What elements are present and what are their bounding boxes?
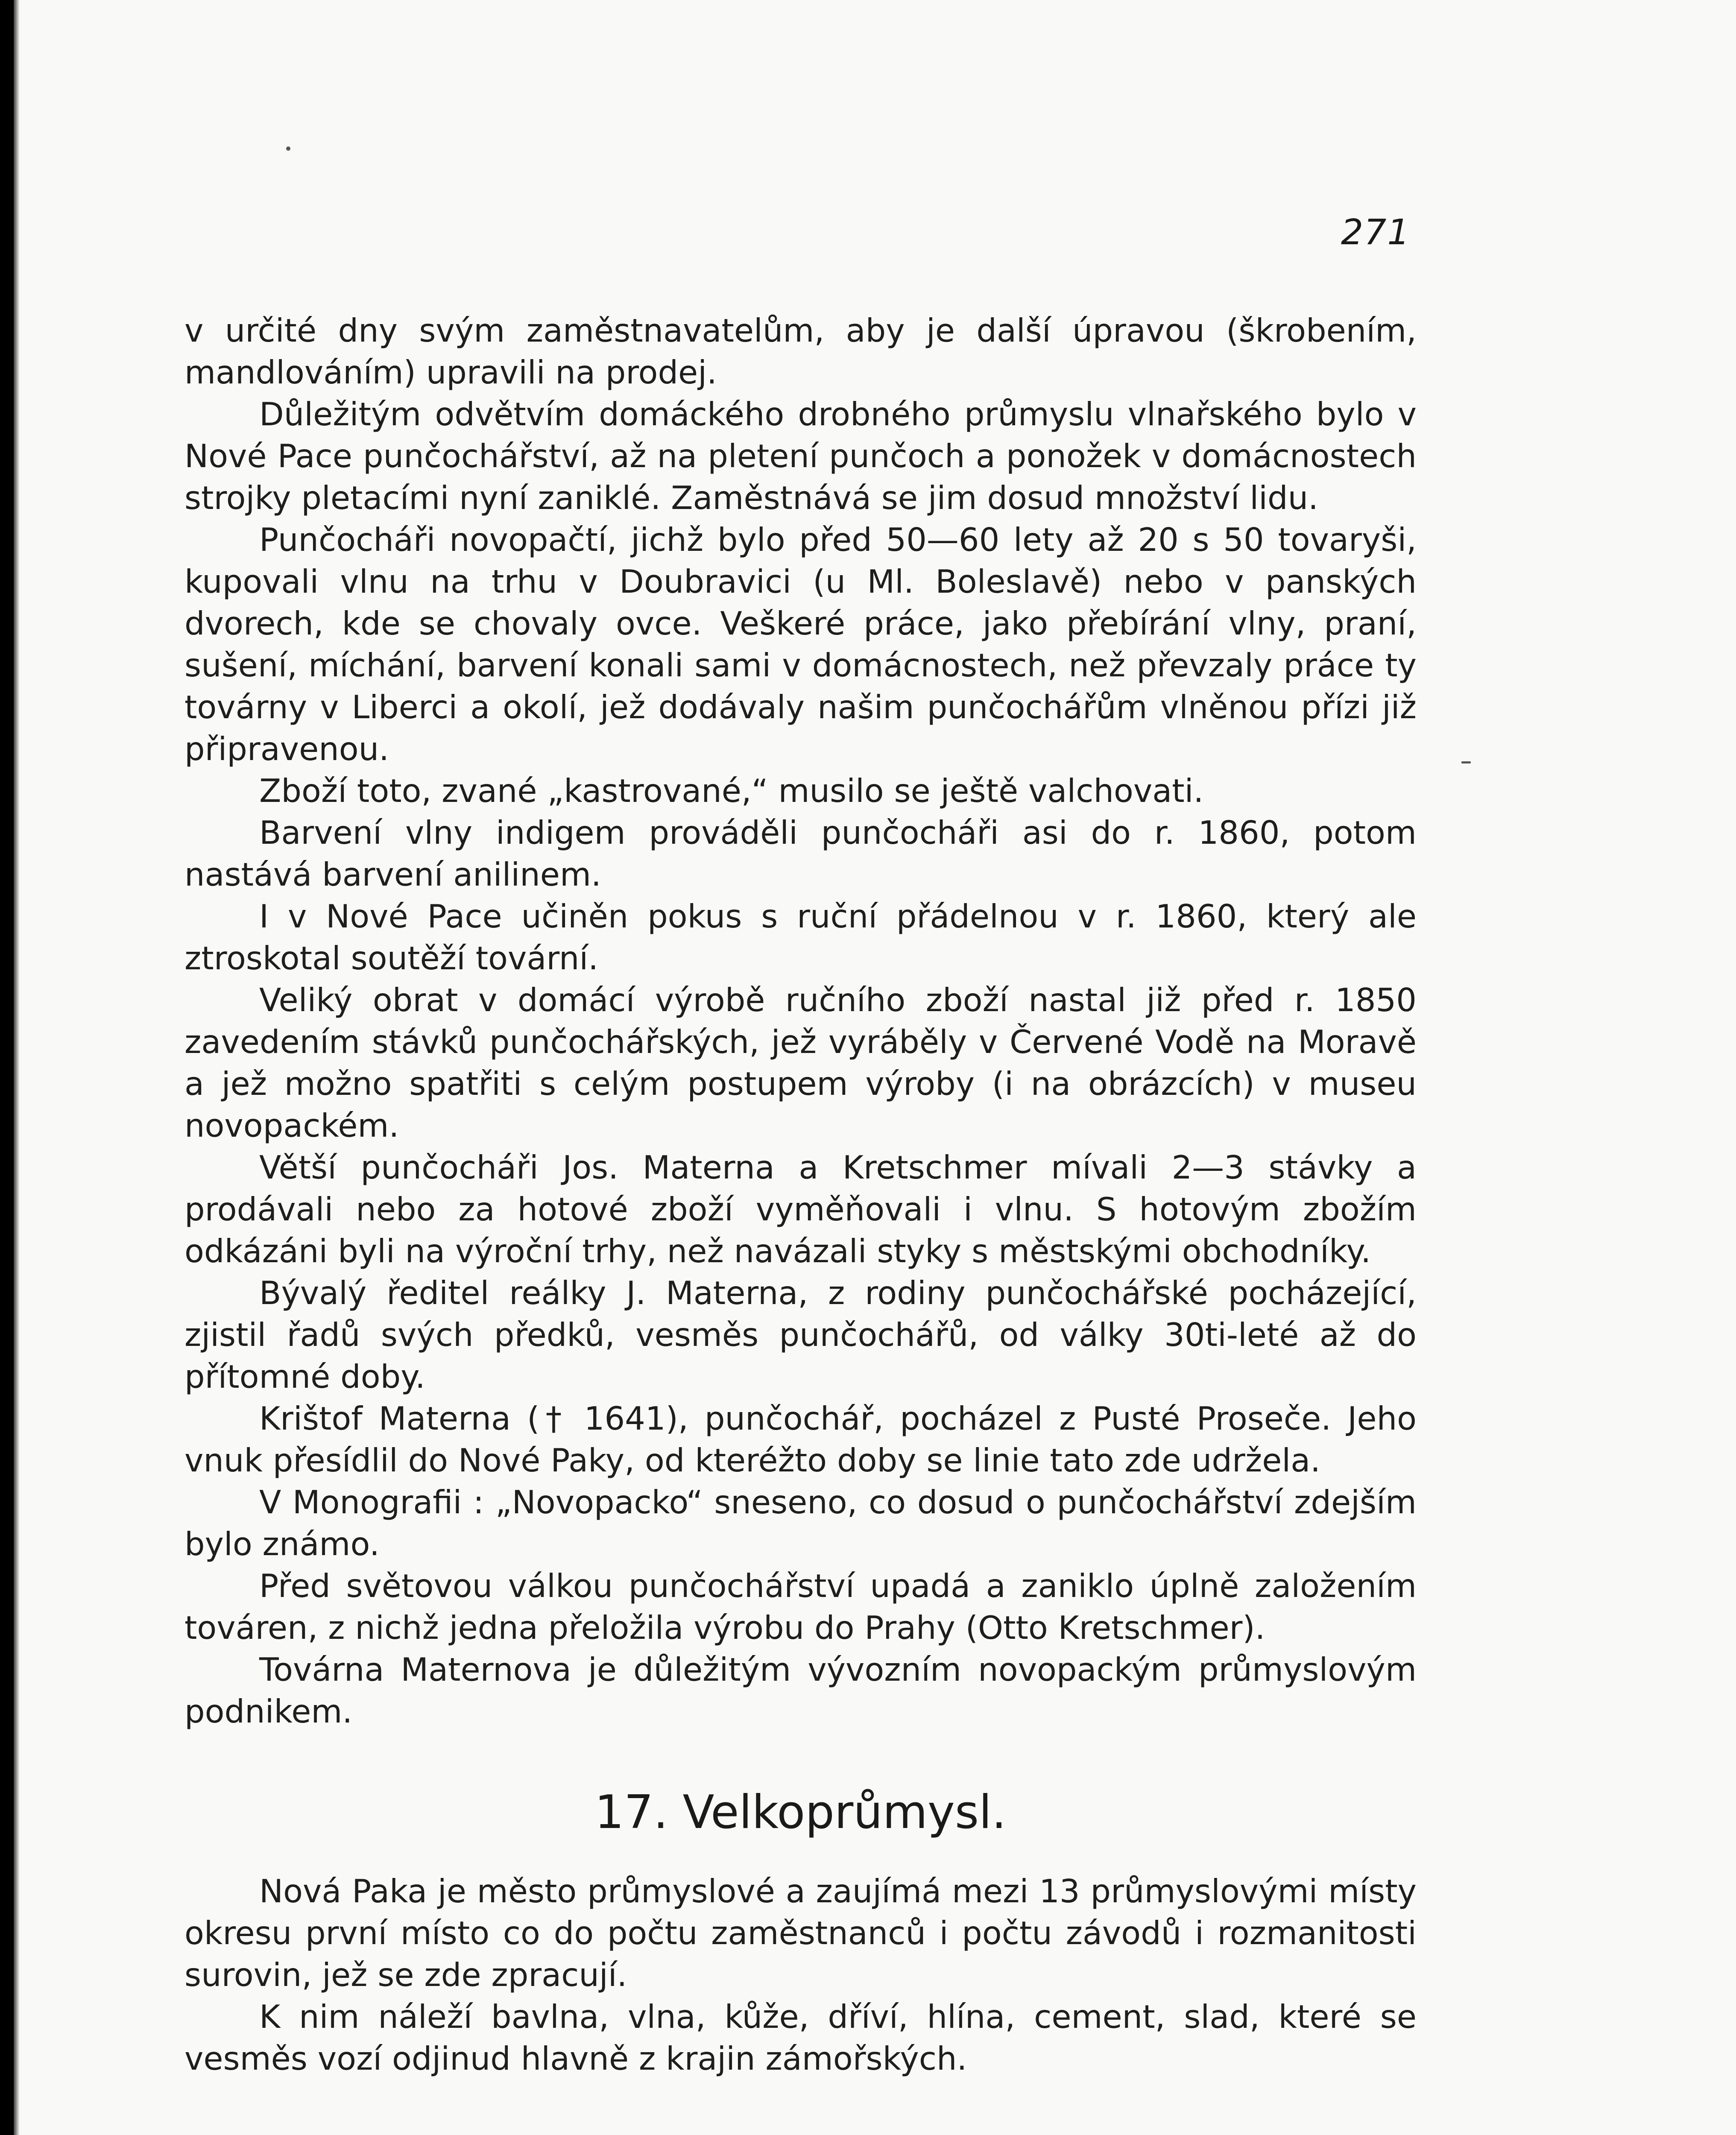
scan-speck (1461, 761, 1471, 763)
paragraph: Barvení vlny indigem prováděli punčocháři asi do r. 1860, potom nastává barvení anilinem. (184, 814, 1417, 893)
paragraph: Továrna Maternova je důležitým vývozním novopackým průmyslovým podnikem. (184, 1651, 1417, 1730)
paragraph: Před světovou válkou punčochářství upadá a zaniklo úplně založením továren, z nichž jedna přeložila výrobu do Prahy (Otto Kretschmer). (184, 1567, 1417, 1647)
paragraph: Větší punčocháři Jos. Materna a Kretschmer mívali 2—3 stávky a prodávali nebo za hotové zboží vyměňovali i vlnu. S hotovým zbožím odkázáni byli na výroční trhy, než navázali styky s městskými obchodníky. (184, 1149, 1417, 1270)
paragraph: I v Nové Pace učiněn pokus s ruční přádelnou v r. 1860, který ale ztroskotal soutěží tovární. (184, 898, 1417, 977)
book-page (14, 0, 1736, 2135)
paragraph: Bývalý ředitel reálky J. Materna, z rodiny punčochářské pocházející, zjistil řadů svých předků, vesměs punčochářů, od války 30ti-leté až do přítomné doby. (184, 1274, 1417, 1395)
page-number: 271 (1341, 212, 1411, 253)
body-text (184, 310, 1417, 1732)
paragraph: Punčocháři novopačtí, jichž bylo před 50—60 lety až 20 s 50 tovaryši, kupovali vlnu na trhu v Doubravici (u Ml. Boleslavě) nebo v panských dvorech, kde se chovaly ovce. Veškeré práce, jako přebírání vlny, praní, sušení, míchání, barvení konali sami v domácnostech, než převzaly práce ty továrny v Liberci a okolí, jež dodávaly našim punčochářům vlněnou přízi již připravenou. (184, 521, 1417, 768)
section-heading: 17. Velkoprůmysl. (594, 1786, 1007, 1839)
section-body-text (184, 1870, 1417, 2079)
paragraph: Zboží toto, zvané „kastrované,“ musilo se ještě valchovati. (259, 772, 1204, 810)
paragraph: K nim náleží bavlna, vlna, kůže, dříví, hlína, cement, slad, které se vesměs vozí odjinud hlavně z krajin zámořských. (184, 1998, 1417, 2077)
page-edge-shadow (14, 0, 20, 2135)
paragraph: v určité dny svým zaměstnavatelům, aby je další úpravou (škrobením, mandlováním) upravili na prodej. (184, 312, 1417, 391)
paragraph: Nová Paka je město průmyslové a zaujímá mezi 13 průmyslovými místy okresu první místo co do počtu zaměstnanců i počtu závodů i rozmanitosti surovin, jež se zde zpracují. (184, 1872, 1417, 1994)
scan-speck (286, 146, 290, 151)
paragraph: Veliký obrat v domácí výrobě ručního zboží nastal již před r. 1850 zavedením stávků punčochářských, jež vyráběly v Červené Vodě na Moravě a jež možno spatřiti s celým postupem výroby (i na obrázcích) v museu novopackém. (184, 981, 1417, 1144)
paragraph: V Monografii : „Novopacko“ sneseno, co dosud o punčochářství zdejším bylo známo. (184, 1483, 1417, 1563)
paragraph: Krištof Materna († 1641), punčochář, pocházel z Pusté Proseče. Jeho vnuk přesídlil do Nové Paky, od kteréžto doby se linie tato zde udržela. (184, 1400, 1417, 1479)
paragraph: Důležitým odvětvím domáckého drobného průmyslu vlnařského bylo v Nové Pace punčochářství, až na pletení punčoch a ponožek v domácnostech strojky pletacími nyní zaniklé. Zaměstnává se jim dosud množství lidu. (184, 395, 1417, 517)
